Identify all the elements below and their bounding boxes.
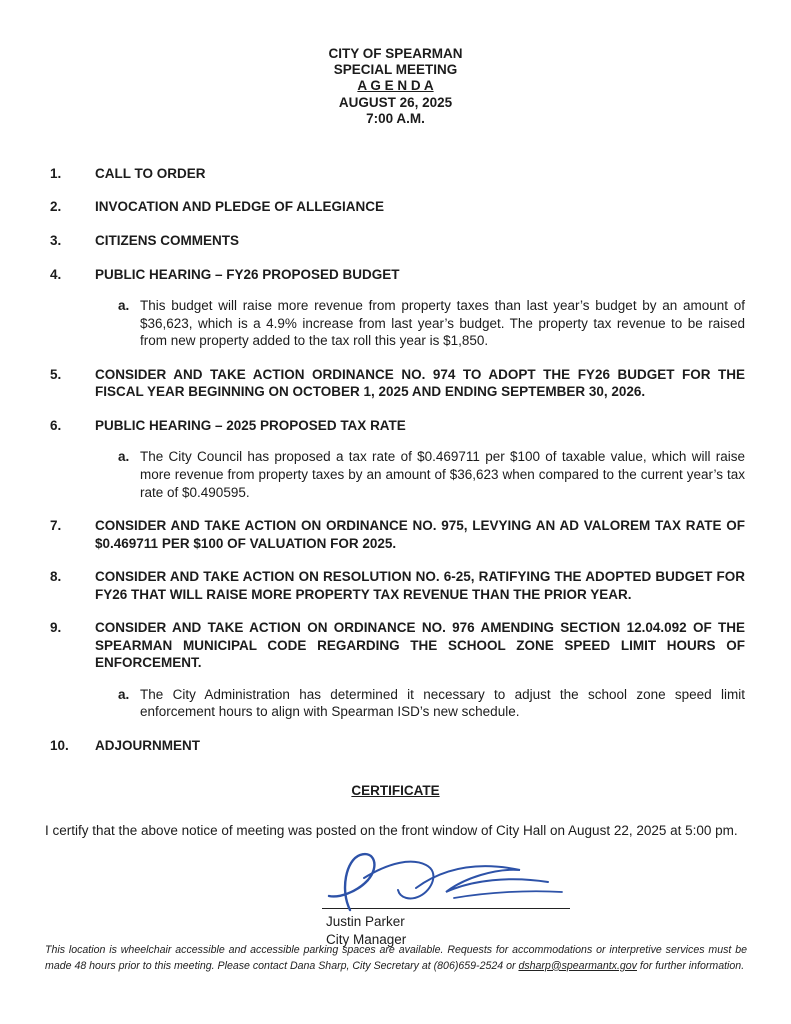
item-text: PUBLIC HEARING – 2025 PROPOSED TAX RATE — [95, 417, 406, 433]
item-text: CALL TO ORDER — [95, 165, 206, 181]
meeting-type: SPECIAL MEETING — [333, 62, 458, 78]
item-number: 3. — [50, 233, 62, 249]
handwritten-signature — [304, 846, 584, 922]
item-number: 1. — [50, 165, 62, 181]
list-item — [50, 165, 745, 183]
footer-text-before: This location is wheelchair accessible and accessible parking spaces are available. Requests for accommodations or interpretive services must be made 48 hours prior to this meeting. Please contact Dana Sharp, City Secretary at (806)659-2524 or — [45, 944, 747, 972]
item-text: CONSIDER AND TAKE ACTION ORDINANCE NO. 974 TO ADOPT THE FY26 BUDGET FOR THE FISCAL YEAR BEGINNING ON OCTOBER 1, 2025 AND ENDING SEPTEMBER 30, 2026. — [95, 366, 745, 400]
item-text: CONSIDER AND TAKE ACTION ON ORDINANCE NO. 975, LEVYING AN AD VALOREM TAX RATE OF $0.469711 PER $100 OF VALUATION FOR 2025. — [95, 518, 745, 551]
item-number: 9. — [50, 620, 62, 636]
list-sub-item — [118, 686, 745, 721]
city-name: CITY OF SPEARMAN — [328, 46, 463, 61]
email-link[interactable]: dsharp@spearmantx.gov — [518, 959, 637, 972]
item-text: CONSIDER AND TAKE ACTION ON ORDINANCE NO. 976 AMENDING SECTION 12.04.092 OF THE SPEARMAN MUNICIPAL CODE REGARDING THE SCHOOL ZONE SPEED LIMIT HOURS OF ENFORCEMENT. — [95, 620, 745, 671]
list-item — [50, 737, 745, 755]
list-item — [50, 417, 745, 435]
item-number: 4. — [50, 266, 62, 282]
item-text: CITIZENS COMMENTS — [95, 233, 239, 249]
list-item — [50, 366, 745, 401]
item-text: CONSIDER AND TAKE ACTION ON RESOLUTION NO. 6-25, RATIFYING THE ADOPTED BUDGET FOR FY26 THAT WILL RAISE MORE PROPERTY TAX REVENUE THAN THE PRIOR YEAR. — [95, 569, 745, 602]
list-sub-item — [118, 297, 745, 350]
certificate-statement: I certify that the above notice of meeting was posted on the front window of City Hall on August 22, 2025 at 5:00 pm. — [45, 822, 738, 838]
item-number: 7. — [50, 518, 62, 534]
item-text: ADJOURNMENT — [95, 737, 201, 753]
document-header — [0, 46, 791, 127]
agenda-title: A G E N D A — [357, 78, 434, 94]
sub-item-text: The City Council has proposed a tax rate of $0.469711 per $100 of taxable value, which will raise more revenue from property taxes by an amount of $36,623 when compared to the current year’s tax rate of $0.490595. — [140, 449, 745, 500]
list-sub-item — [118, 448, 745, 501]
sub-item-letter: a. — [118, 449, 130, 465]
list-item — [50, 198, 745, 216]
item-text: INVOCATION AND PLEDGE OF ALLEGIANCE — [95, 199, 385, 215]
sub-item-letter: a. — [118, 686, 130, 702]
signature-block — [322, 846, 570, 949]
item-number: 2. — [50, 199, 62, 215]
item-number: 5. — [50, 366, 62, 382]
certificate-heading: CERTIFICATE — [351, 782, 440, 798]
signature-line — [322, 908, 570, 909]
signatory-title: City Manager — [326, 931, 407, 947]
meeting-time: 7:00 A.M. — [366, 110, 425, 126]
signatory-name: Justin Parker — [326, 913, 405, 929]
list-item — [50, 517, 745, 552]
footer-text-after: for further information. — [636, 959, 745, 972]
list-item — [50, 232, 745, 250]
item-number: 10. — [50, 737, 69, 753]
item-number: 8. — [50, 569, 62, 585]
accessibility-footer — [45, 943, 747, 974]
list-item — [50, 568, 745, 603]
sub-item-text: This budget will raise more revenue from property taxes than last year’s budget by an amount of $36,623, which is a 4.9% increase from last year’s budget. The property tax revenue to be raised from new property added to the tax roll this year is $1,850. — [140, 298, 745, 349]
list-item — [50, 266, 745, 284]
meeting-date: AUGUST 26, 2025 — [338, 94, 453, 110]
list-item — [50, 619, 745, 672]
item-text: PUBLIC HEARING – FY26 PROPOSED BUDGET — [95, 266, 400, 282]
agenda-items-list — [50, 165, 745, 755]
item-number: 6. — [50, 417, 62, 433]
sub-item-text: The City Administration has determined it necessary to adjust the school zone speed limit enforcement hours to align with Spearman ISD’s new schedule. — [140, 686, 745, 720]
sub-item-letter: a. — [118, 298, 130, 314]
